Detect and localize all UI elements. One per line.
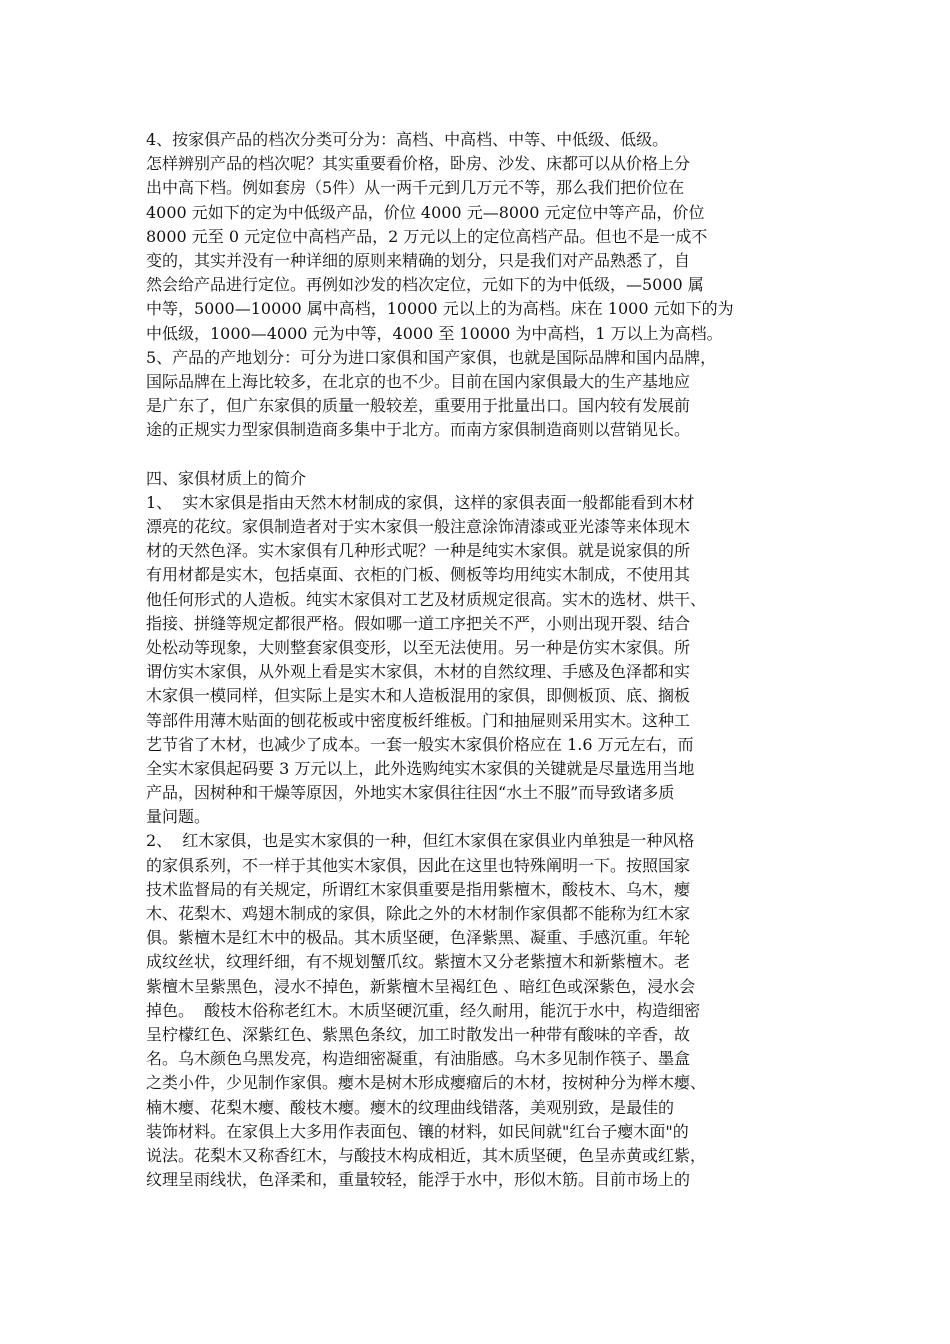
text-line: 是广东了，但广东家俱的质量一般较差，重要用于批量出口。国内较有发展前: [146, 396, 691, 416]
blank-line: [146, 442, 806, 466]
text-line: 国际品牌在上海比较多，在北京的也不少。目前在国内家俱最大的生产基地应: [146, 371, 691, 391]
text-line: 漂亮的花纹。家俱制造者对于实木家俱一般注意涂饰清漆或亚光漆等来体现木: [146, 517, 691, 536]
text-line: 产品，因树种和干燥等原因，外地实木家俱往往因“水土不服”而导致诸多质: [146, 783, 675, 803]
text-line: 全实木家俱起码要 3 万元以上，此外选购纯实木家俱的关键就是尽量选用当地: [146, 758, 695, 778]
text-line: 四、家俱材质上的简介: [146, 468, 307, 488]
text-line: 4、按家俱产品的档次分类可分为：高档、中高档、中等、中低级、低级。: [146, 130, 669, 149]
text-line: 纹理呈雨线状，色泽柔和，重量较轻，能浮于水中，形似木筋。目前市场上的: [146, 1170, 691, 1190]
text-line: 他任何形式的人造板。纯实木家俱对工艺及材质规定很高。实木的选材、烘干、: [146, 589, 707, 609]
text-line: 量问题。: [146, 807, 211, 827]
text-line: 变的，其实并没有一种详细的原则来精确的划分，只是我们对产品熟悉了，自: [146, 250, 691, 270]
text-line: 指接、拼缝等规定都很严格。假如哪一道工序把关不严，小则出现开裂、结合: [146, 613, 691, 633]
text-line: 木、花梨木、鸡翅木制成的家俱，除此之外的木材制作家俱都不能称为红木家: [146, 904, 691, 923]
text-line: 等部件用薄木贴面的刨花板或中密度板纤维板。门和抽屉则采用实木。这种工: [146, 710, 691, 730]
text-line: 有用材都是实木，包括桌面、衣柜的门板、侧板等均用纯实木制成，不使用其: [146, 565, 691, 585]
text-line: 俱。紫檀木是红木中的极品。其木质坚硬，色泽紫黑、凝重、手感沉重。年轮: [146, 928, 691, 948]
text-line: 2、 红木家俱，也是实木家俱的一种，但红木家俱在家俱业内单独是一种风格: [146, 831, 695, 851]
text-line: 楠木瘿、花梨木瘿、酸枝木瘿。瘿木的纹理曲线错落，美观别致，是最佳的: [146, 1097, 675, 1117]
text-line: 出中高下档。例如套房（5件）从一两千元到几万元不等，那么我们把价位在: [146, 178, 685, 198]
text-line: 紫檀木呈紫黑色，浸水不掉色，新紫檀木呈褐红色 、暗红色或深紫色，浸水会: [146, 976, 696, 996]
text-line: 木家俱一模同样，但实际上是实木和人造板混用的家俱，即侧板顶、底、搁板: [146, 686, 691, 706]
text-line: 装饰材料。在家俱上大多用作表面包、镶的材料，如民间就"红台子瘿木面"的: [146, 1121, 689, 1141]
text-line: 处松动等现象，大则整套家俱变形，以至无法使用。另一种是仿实木家俱。所: [146, 637, 691, 657]
text-line: 谓仿实木家俱，从外观上看是实木家俱，木材的自然纹理、手感及色泽都和实: [146, 662, 691, 682]
text-line: 说法。花梨木又称香红木，与酸技木构成相近，其木质坚硬，色呈赤黄或红紫，: [146, 1145, 707, 1165]
text-line: 掉色。 酸枝木俗称老红木。木质坚硬沉重，经久耐用，能沉于水中，构造细密: [146, 1000, 701, 1020]
text-line: 呈柠檬红色、深紫红色、紫黑色条纹，加工时散发出一种带有酸味的辛香，故: [146, 1024, 691, 1044]
document-body: [146, 128, 806, 1192]
text-line: 材的天然色泽。实木家俱有几种形式呢？一种是纯实木家俱。就是说家俱的所: [146, 541, 691, 561]
text-line: 艺节省了木材，也减少了成本。一套一般实木家俱价格应在 1.6 万元左右，而: [146, 734, 694, 754]
text-line: 之类小件，少见制作家俱。瘿木是树木形成瘿瘤后的木材，按树种分为榉木瘿、: [146, 1073, 707, 1093]
text-line: 1、 实木家俱是指由天然木材制成的家俱，这样的家俱表面一般都能看到木材: [146, 492, 695, 512]
text-line: 成纹丝状，纹理纤细，有不规划蟹爪纹。紫擅木又分老紫擅木和新紫檀木。老: [146, 952, 691, 972]
text-line: 4000 元如下的定为中低级产品，价位 4000 元—8000 元定位中等产品，价位: [146, 202, 705, 222]
text-line: 名。乌木颜色乌黑发亮，构造细密凝重，有油脂感。乌木多见制作筷子、墨盒: [146, 1049, 691, 1069]
text-line: 中低级，1000—4000 元为中等，4000 至 10000 为中高档，1 万以上为高档。: [146, 323, 723, 343]
text-line: 途的正规实力型家俱制造商多集中于北方。而南方家俱制造商则以营销见长。: [146, 420, 691, 440]
text-line: 的家俱系列，不一样于其他实木家俱，因此在这里也特殊阐明一下。按照国家: [146, 855, 691, 875]
text-line: 5、产品的产地划分：可分为进口家俱和国产家俱，也就是国际品牌和国内品牌，: [146, 347, 717, 367]
text-line: 中等，5000—10000 属中高档，10000 元以上的为高档。床在 1000 元如下的为: [146, 299, 734, 319]
text-line: 然会给产品进行定位。再例如沙发的档次定位，元如下的为中低级，—5000 属: [146, 275, 704, 295]
text-line: 8000 元至 0 元定位中高档产品，2 万元以上的定位高档产品。但也不是一成不: [146, 226, 708, 246]
text-line: 技术监督局的有关规定，所谓红木家俱重要是指用紫檀木，酸枝木、乌木，瘿: [146, 879, 691, 899]
text-line: 怎样辨别产品的档次呢？其实重要看价格，卧房、沙发、床都可以从价格上分: [146, 154, 691, 174]
